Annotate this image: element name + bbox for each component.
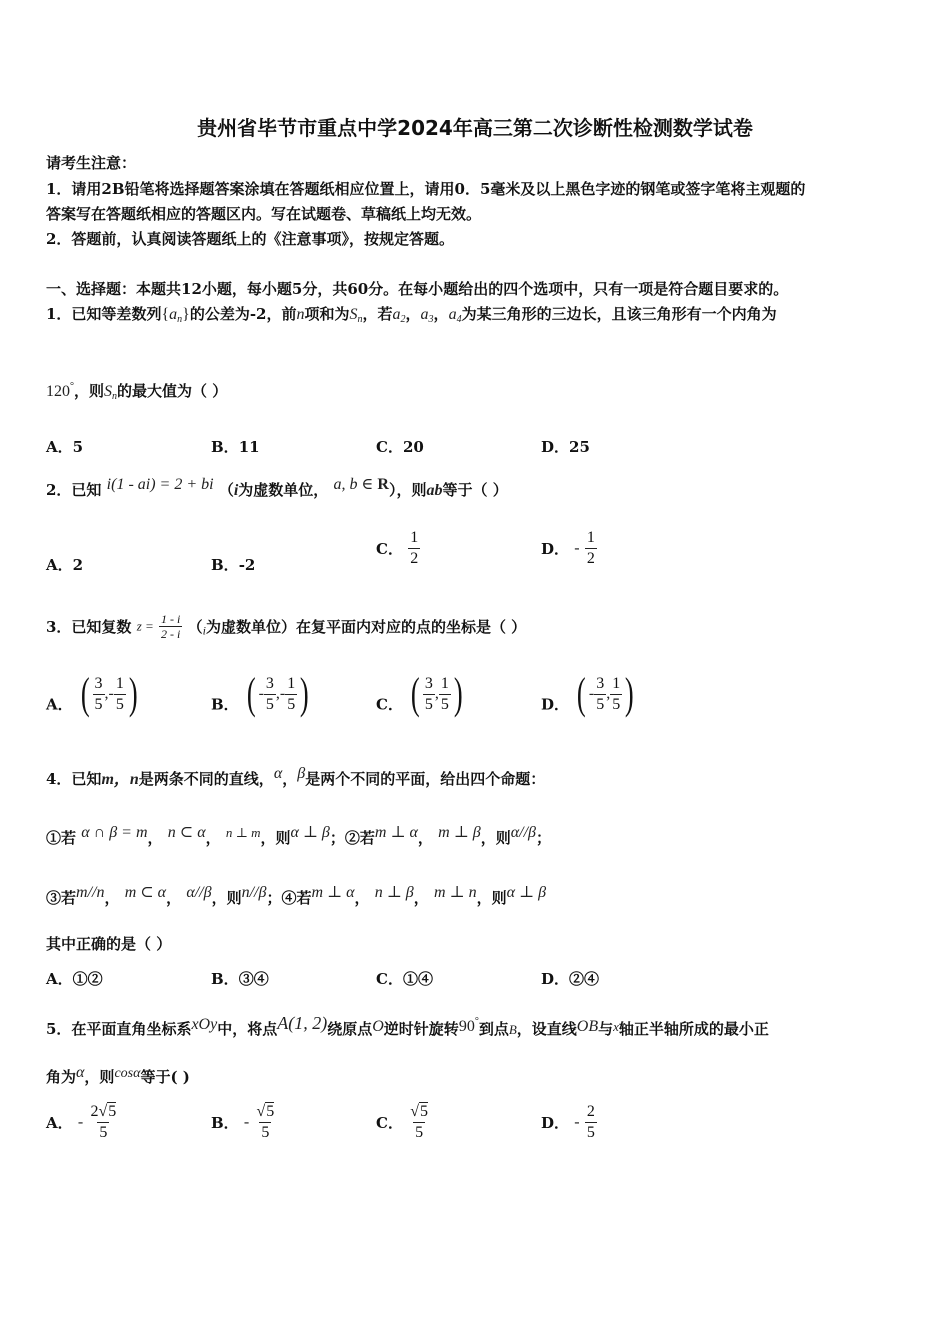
question-4: 4．已知m，n是两条不同的直线，α，β是两个不同的平面，给出四个命题：	[46, 765, 546, 788]
q2-text-1: 2．已知	[46, 481, 102, 499]
question-5-line-1: 5．在平面直角坐标系xOy中，将点A(1, 2)绕原点O逆时针旋转90°到点B，设直线OB与x轴正半轴所成的最小正	[46, 1013, 769, 1038]
q4-option-b[interactable]: B．③④	[211, 970, 269, 988]
q1-text-8: ，则	[74, 382, 105, 400]
q3-text-2: （	[187, 618, 203, 636]
q4-propositions-3-4: ③若m//n， m ⊂ α， α//β，则n//β；④若m ⊥ α， n ⊥ β， m ⊥ n，则α ⊥ β	[46, 884, 547, 907]
q3-z: z =	[136, 618, 154, 634]
q1-text-6: ，	[433, 305, 449, 323]
q1-sequence: $\{a_n\}$	[161, 306, 190, 325]
q4-option-c[interactable]: C．①④	[376, 970, 433, 988]
section-heading: 一、选择题：本题共12小题，每小题5分，共60分。在每小题给出的四个选项中，只有一项是符合题目要求的。	[46, 280, 789, 298]
q5-option-b[interactable]: B． - $\frac{√5}{5}$	[211, 1103, 275, 1141]
question-2	[46, 474, 508, 500]
q1-option-d[interactable]: D．25	[541, 438, 590, 456]
q1-text-2: 的公差为-2，前	[189, 305, 297, 323]
q1-text-7: 为某三角形的三边长，且该三角形有一个内角为	[461, 305, 777, 323]
notice-heading: 请考生注意：	[46, 154, 137, 172]
q1-option-a[interactable]: A．5	[46, 438, 84, 456]
q3-option-d[interactable]: D． ( - $\frac{3}{5}$ , $\frac{1}{5}$ )	[541, 669, 634, 718]
q1-text-9: 的最大值为（ ）	[117, 382, 228, 400]
q3-text-3: 为虚数单位）在复平面内对应的点的坐标是（ ）	[205, 618, 527, 636]
q1-text-5: ，	[405, 305, 421, 323]
q3-option-b[interactable]: B． ( - $\frac{3}{5}$ , - $\frac{1}{5}$ )	[211, 669, 309, 718]
q1-angle: 120°	[46, 381, 74, 400]
q1-sn-2: $S_n$	[104, 383, 118, 402]
q2-option-c[interactable]: C． $\frac{1}{2}$	[376, 529, 419, 567]
q1-option-b[interactable]: B．11	[211, 438, 260, 456]
q5-option-a[interactable]: A． - $\frac{2√5}{5}$	[46, 1103, 117, 1141]
q2-ab: ab	[426, 482, 443, 499]
page-title: 贵州省毕节市重点中学2024年高三第二次诊断性检测数学试卷	[197, 116, 753, 140]
q2-text-2: （	[218, 481, 234, 499]
q1-text-3: 项和为	[304, 305, 350, 323]
q2-option-c-fraction: $\frac{1}{2}$	[410, 529, 419, 567]
question-1-line-2	[46, 380, 227, 402]
q2-text-5: ），则	[388, 481, 427, 499]
q4-question: 其中正确的是（ ）	[46, 935, 172, 953]
q1-option-c[interactable]: C．20	[376, 438, 424, 456]
question-1-line-1	[46, 303, 777, 325]
q1-text-1: 1．已知等差数列	[46, 305, 162, 323]
q4-option-a[interactable]: A．①②	[46, 970, 103, 988]
q4-propositions-1-2: ①若 α ∩ β = m， n ⊂ α， n ⊥ m，则α ⊥ β；②若m ⊥ α， m ⊥ β，则α//β；	[46, 824, 552, 847]
q5-option-d[interactable]: D． - $\frac{2}{5}$	[541, 1103, 595, 1141]
q2-option-d-fraction: $\frac{1}{2}$	[586, 529, 595, 567]
q2-option-b[interactable]: B．-2	[211, 556, 256, 574]
q2-text-7: 等于（ ）	[442, 481, 508, 499]
q3-i: i	[202, 623, 206, 638]
question-3	[46, 612, 526, 641]
q1-text-4: ，若	[362, 305, 393, 323]
notice-line-1: 1．请用2B铅笔将选择题答案涂填在答题纸相应位置上，请用0．5毫米及以上黑色字迹的钢笔或签字笔将主观题的	[46, 180, 806, 198]
q3-fraction: $\frac{1 - i}{2 - i}$	[161, 612, 181, 641]
q3-text-1: 3．已知复数	[46, 618, 132, 636]
question-5-line-2: 角为α，则cosα等于( )	[46, 1064, 190, 1086]
q3-option-a[interactable]: A． ( $\frac{3}{5}$ , - $\frac{1}{5}$ )	[46, 669, 138, 718]
notice-line-3: 2．答题前，认真阅读答题纸上的《注意事项》，按规定答题。	[46, 230, 454, 248]
q1-a4: $a_4$	[448, 306, 462, 325]
q4-option-d[interactable]: D．②④	[541, 970, 600, 988]
q1-a2: $a_2$	[392, 306, 406, 325]
q1-a3: $a_3$	[420, 306, 434, 325]
q2-text-4: 为虚数单位，	[238, 481, 329, 499]
q5-option-c[interactable]: C． $\frac{√5}{5}$	[376, 1103, 428, 1141]
q2-i: i	[233, 482, 239, 499]
q3-option-c[interactable]: C． ( $\frac{3}{5}$ , $\frac{1}{5}$ )	[376, 669, 463, 718]
q1-n: n	[296, 306, 305, 323]
q2-option-a[interactable]: A．2	[46, 556, 84, 574]
notice-line-2: 答案写在答题纸相应的答题区内。写在试题卷、草稿纸上均无效。	[46, 205, 482, 223]
q2-expression: i(1 - ai) = 2 + bi	[106, 476, 214, 493]
q2-condition: a, b ∈ R	[333, 476, 389, 493]
q1-sn: $S_n$	[349, 306, 363, 325]
q2-option-d[interactable]: D． - $\frac{1}{2}$	[541, 529, 595, 567]
